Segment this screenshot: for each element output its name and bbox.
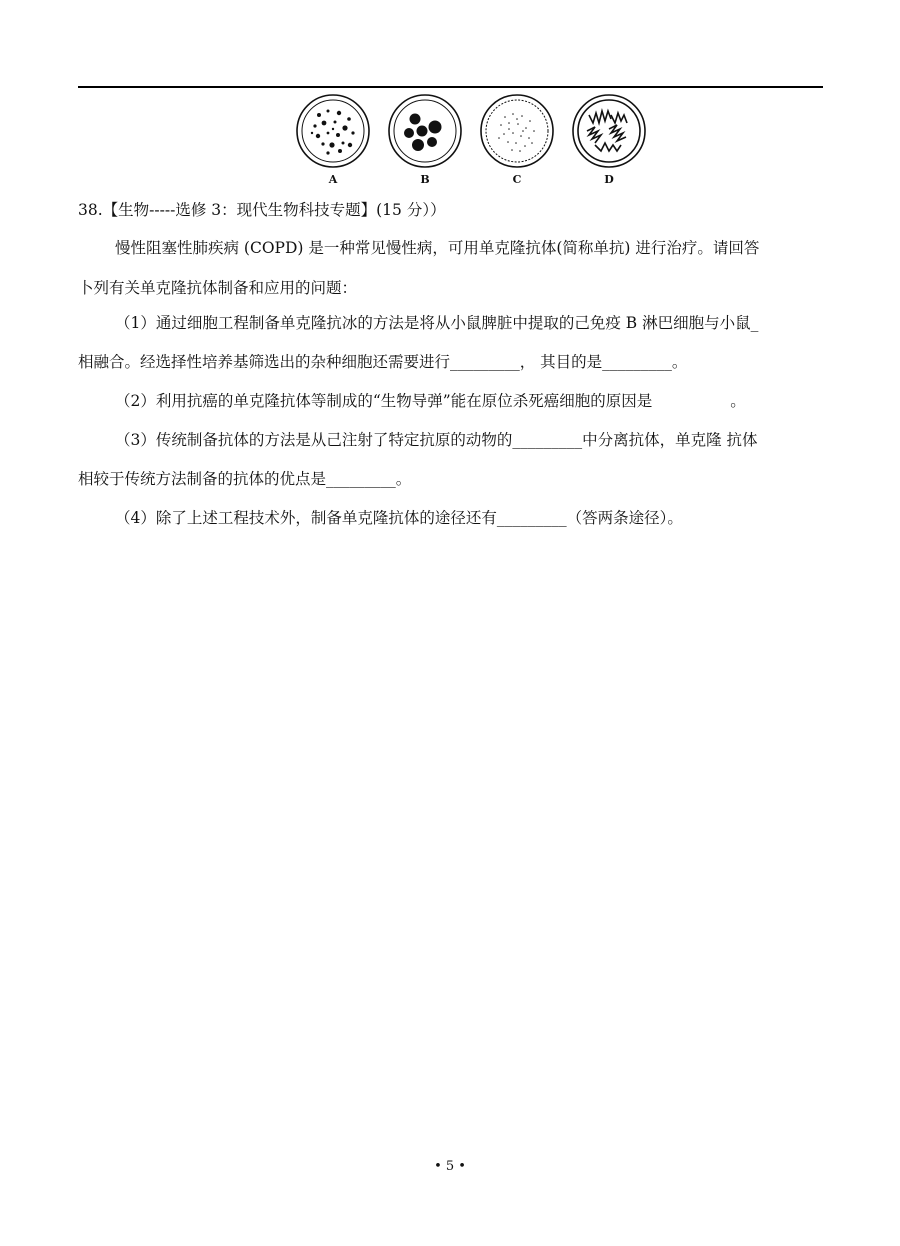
dish-label-a: A [328, 173, 338, 186]
q3-line-2: 相较于传统方法制备的抗体的优点是_________。 [78, 470, 412, 488]
petri-dish-b [387, 93, 463, 169]
q3-line-1: （3）传统制备抗体的方法是从己注射了特定抗原的动物的_________中分离抗体，单克隆 抗体 [115, 431, 758, 449]
page-number: • 5 • [434, 1159, 466, 1174]
intro-line-2: 卜列有关单克隆抗体制备和应用的问题： [78, 279, 358, 297]
q2-end: 。 [730, 392, 746, 410]
petri-dish-a [295, 93, 371, 169]
dish-label-c: C [512, 173, 522, 186]
q1-line-2: 相融合。经选择性培养基筛选出的杂种细胞还需要进行_________， 其目的是_________。 [78, 353, 688, 371]
intro-line-1: 慢性阻塞性肺疾病 (COPD) 是一种常见慢性病，可用单克隆抗体(简称单抗) 进行治疗。请回答 [115, 239, 760, 257]
dish-label-b: B [420, 173, 430, 186]
q2-line [78, 391, 861, 411]
top-rule [78, 86, 823, 88]
q1-line-1: （1）通过细胞工程制备单克隆抗冰的方法是将从小鼠脾脏中提取的己免疫 B 淋巴细胞与小鼠_ [115, 314, 759, 332]
petri-dish-c [479, 93, 555, 169]
q2-text: （2）利用抗癌的单克隆抗体等制成的“生物导弹”能在原位杀死癌细胞的原因是 [115, 392, 653, 410]
question-header: 38.【生物-----选修 3：现代生物科技专题】(15 分）） [78, 201, 446, 219]
dish-label-d: D [604, 173, 614, 186]
petri-dish-figure [290, 93, 650, 193]
q4-line: （4）除了上述工程技术外，制备单克隆抗体的途径还有_________（答两条途径）。 [115, 509, 683, 527]
petri-dish-d [571, 93, 647, 169]
